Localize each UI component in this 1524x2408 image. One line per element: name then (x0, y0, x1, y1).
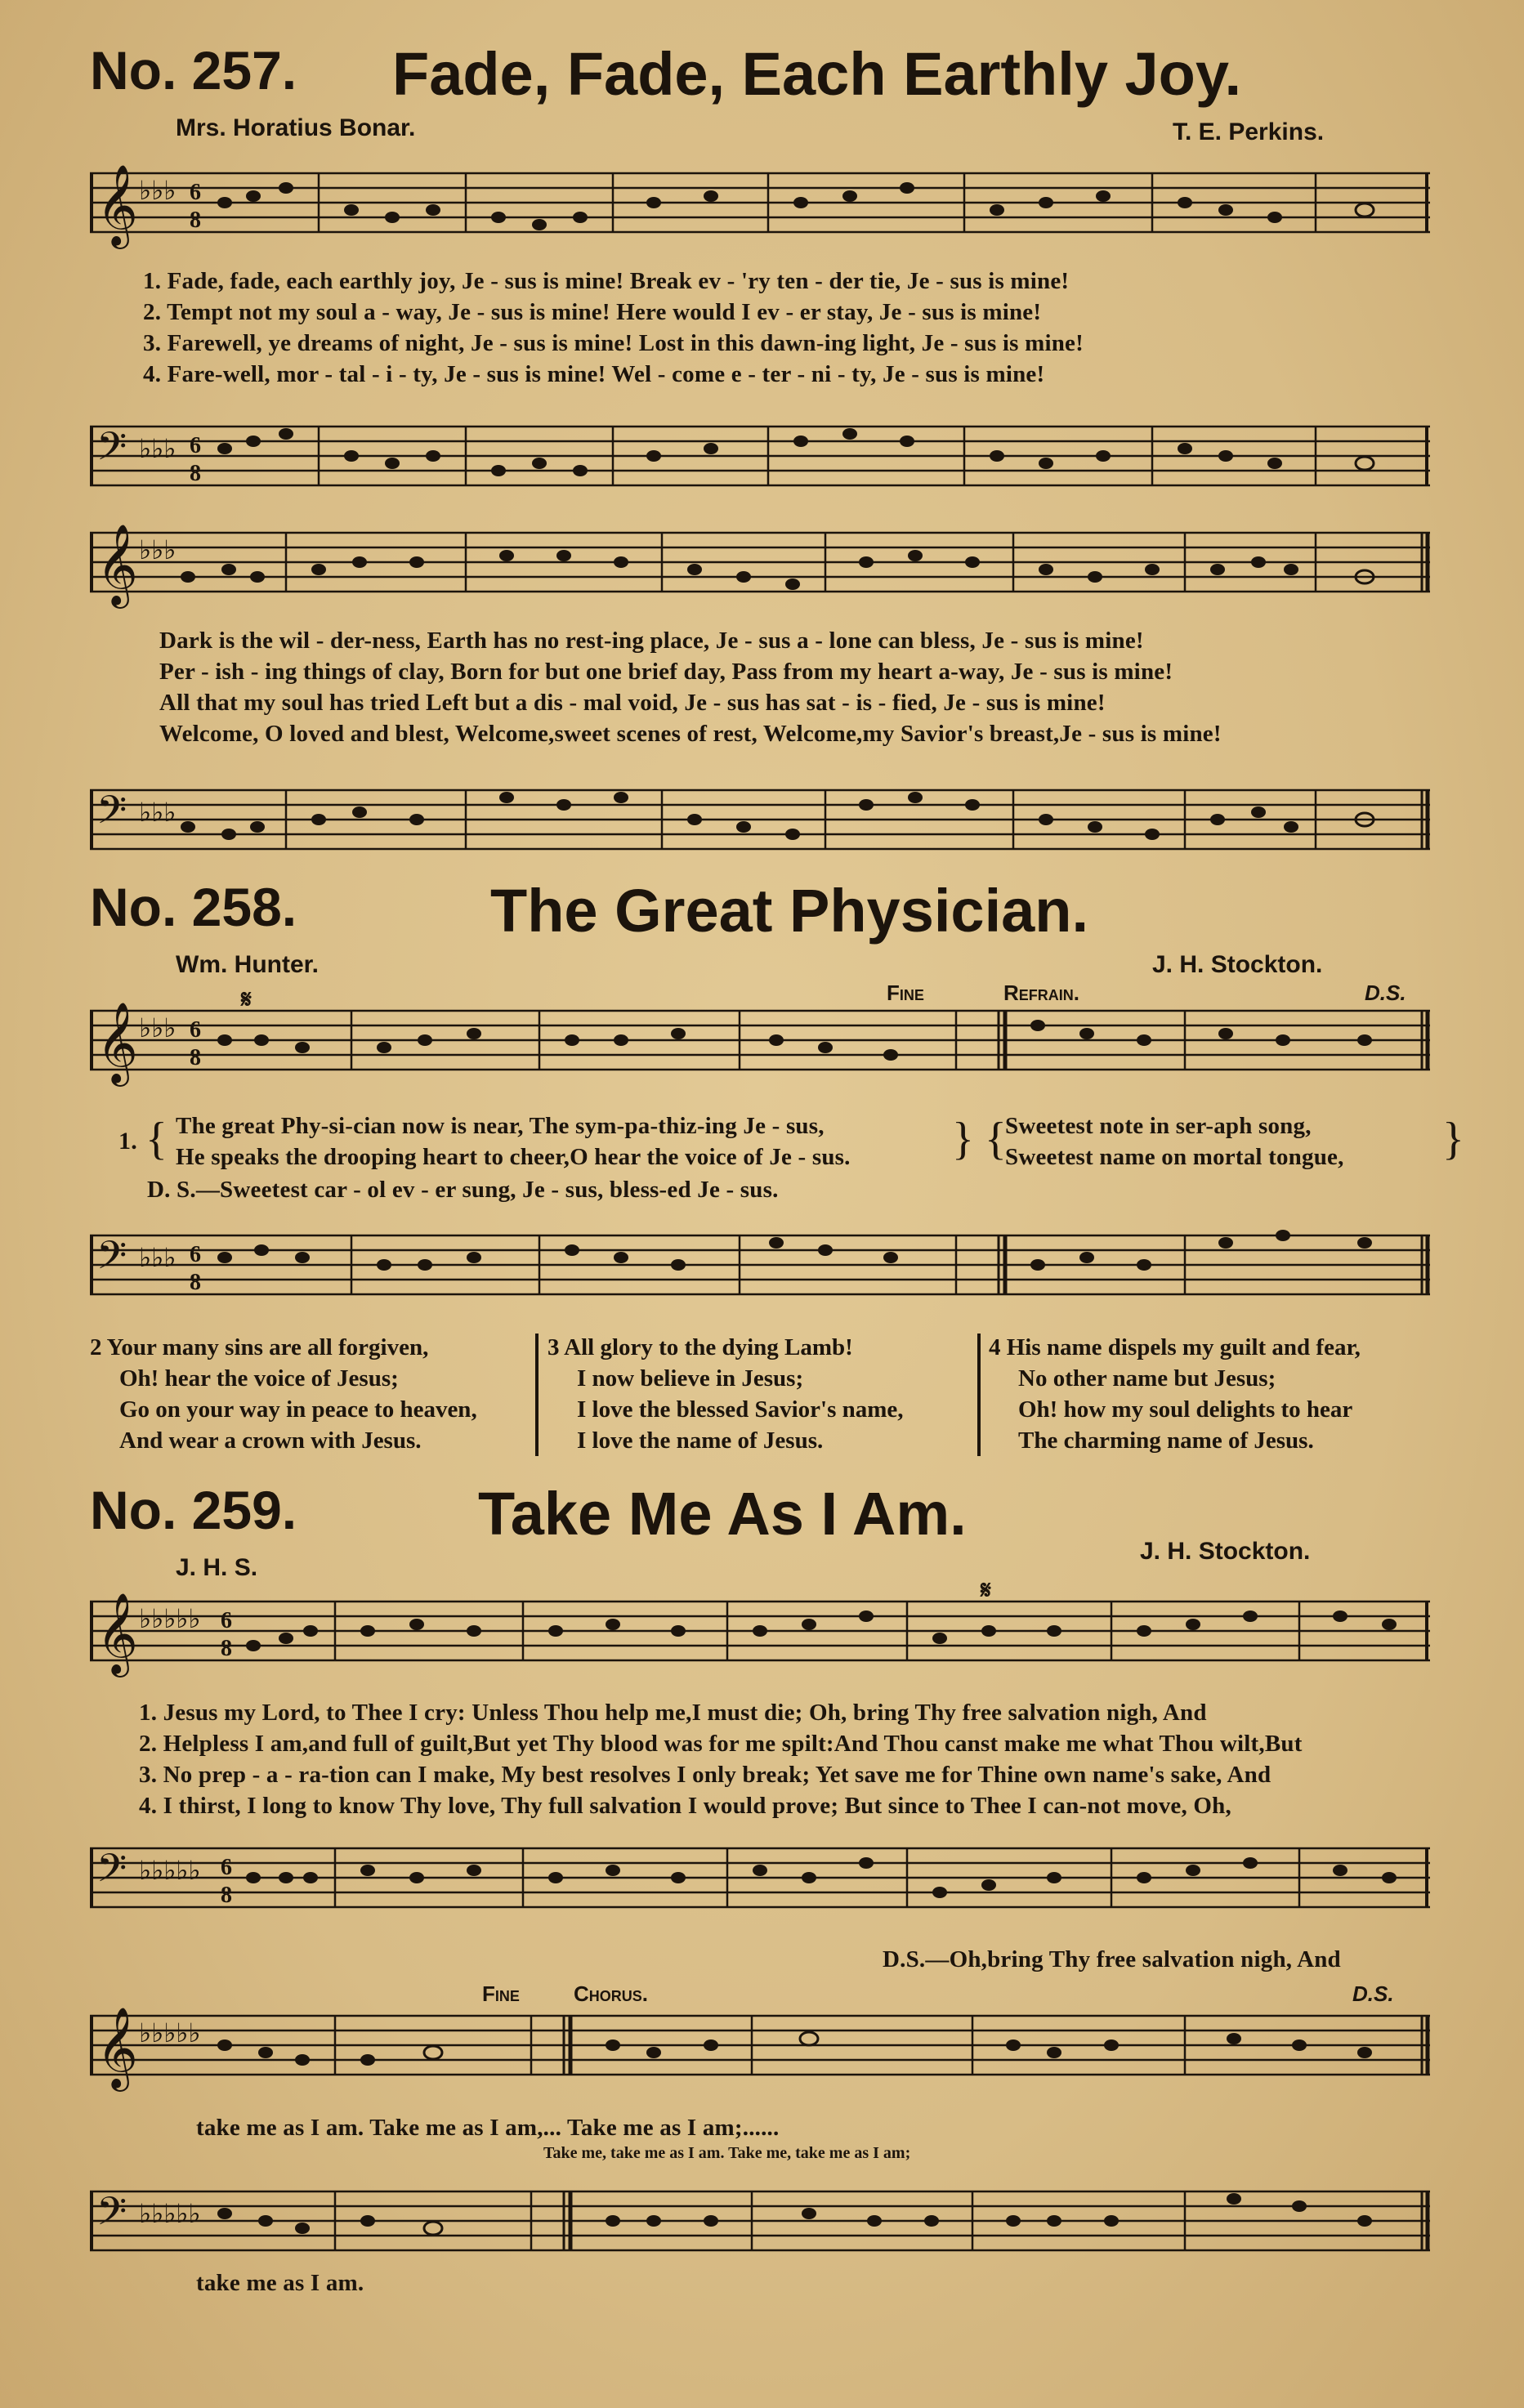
fine-marker: Fine (482, 1981, 520, 2006)
refrain-line: Sweetest note in ser-aph song, (1005, 1113, 1312, 1139)
hymn-257-verse-line: 4. Fare-well, mor - tal - i - ty, Je - sus is mine! Wel - come e - ter - ni - ty, Je - sus is mine! (143, 361, 1045, 387)
svg-text:♭♭♭: ♭♭♭ (139, 797, 177, 827)
hymn-259-bass-staff-2 (90, 2173, 1430, 2263)
hymn-257-verse-line: 2. Tempt not my soul a - way, Je - sus is mine! Here would I ev - er stay, Je - sus is mine! (143, 299, 1042, 325)
verse-line: 4 His name dispels my guilt and fear, (989, 1334, 1361, 1360)
svg-text:6: 6 (190, 180, 201, 205)
verse-line: I now believe in Jesus; (577, 1365, 804, 1392)
hymn-258-ds-line: D. S.—Sweetest car - ol ev - er sung, Je - sus, bless-ed Je - sus. (147, 1177, 779, 1203)
hymn-258-header (90, 876, 1446, 949)
svg-text:𝄢: 𝄢 (96, 1847, 127, 1900)
hymn-257-bass-staff-1 (90, 409, 1430, 498)
svg-text:6: 6 (221, 1608, 232, 1633)
hymn-259-ds-line: D.S.—Oh,bring Thy free salvation nigh, And (883, 1946, 1341, 1972)
hymn-257-verse-line: 1. Fade, fade, each earthly joy, Je - sus is mine! Break ev - 'ry ten - der tie, Je - sus is mine! (143, 268, 1070, 294)
svg-text:8: 8 (190, 1270, 201, 1295)
svg-text:𝄢: 𝄢 (96, 1234, 127, 1287)
verse-line: I love the name of Jesus. (577, 1427, 824, 1454)
ds-marker: D.S. (1365, 981, 1406, 1005)
hymn-259-treble-staff-2 (90, 2006, 1430, 2096)
verse-1-number: 1. (118, 1128, 137, 1155)
hymn-258-verse-3 (547, 1332, 904, 1456)
svg-text:♭♭♭: ♭♭♭ (139, 1243, 177, 1272)
hymn-title: Fade, Fade, Each Earthly Joy. (392, 40, 1242, 108)
hymn-257-bass-staff-2 (90, 772, 1430, 862)
verse-line: Oh! how my soul delights to hear (1018, 1396, 1353, 1423)
svg-text:8: 8 (190, 208, 201, 233)
svg-text:♭♭♭♭♭: ♭♭♭♭♭ (139, 2199, 201, 2228)
hymn-title: Take Me As I Am. (478, 1480, 967, 1548)
brace-mid: } (952, 1114, 975, 1164)
chorus-upper-lyric: take me as I am. Take me as I am,... Take me as I am;...... (196, 2115, 780, 2141)
ds-marker: D.S. (1352, 1981, 1394, 2006)
verse-divider (977, 1334, 981, 1456)
svg-text:𝄞: 𝄞 (96, 1003, 138, 1082)
svg-text:𝄞: 𝄞 (96, 2008, 138, 2087)
svg-text:8: 8 (221, 1883, 232, 1908)
hymn-number: No. 259. (90, 1480, 297, 1540)
chorus-small-lyric: Take me, take me as I am. Take me, take me as I am; (543, 2144, 911, 2162)
svg-text:♭♭♭♭♭: ♭♭♭♭♭ (139, 1604, 201, 1633)
verse-line: And wear a crown with Jesus. (119, 1427, 422, 1454)
chorus-lower-lyric: take me as I am. (196, 2270, 364, 2296)
svg-text:♭♭♭: ♭♭♭ (139, 1013, 177, 1043)
svg-text:♭♭♭: ♭♭♭ (139, 434, 177, 463)
svg-text:𝄞: 𝄞 (96, 525, 138, 604)
hymn-number: No. 258. (90, 877, 297, 937)
svg-text:𝄋: 𝄋 (981, 1577, 991, 1604)
refrain-marker: Refrain. (1003, 981, 1079, 1005)
hymn-title: The Great Physician. (490, 877, 1089, 945)
verse-line: 3 All glory to the dying Lamb! (547, 1334, 853, 1360)
svg-text:♭♭♭♭♭: ♭♭♭♭♭ (139, 2018, 201, 2048)
hymn-257-verse-line: 3. Farewell, ye dreams of night, Je - sus is mine! Lost in this dawn-ing light, Je - sus is mine! (143, 330, 1084, 356)
verse-line: 2 Your many sins are all forgiven, (90, 1334, 429, 1360)
hymn-259-words-by: J. H. S. (176, 1554, 258, 1581)
fine-marker: Fine (887, 981, 924, 1005)
verse-line: I love the blessed Savior's name, (577, 1396, 904, 1423)
hymn-258-bass-staff (90, 1217, 1430, 1307)
svg-text:𝄢: 𝄢 (96, 2190, 127, 2243)
svg-text:𝄋: 𝄋 (241, 986, 252, 1013)
brace-left: { (145, 1114, 168, 1164)
hymn-258-words-by: Wm. Hunter. (176, 951, 320, 978)
svg-text:𝄞: 𝄞 (96, 166, 138, 244)
brace-right: } (1442, 1114, 1465, 1164)
hymn-257-verse-line: Welcome, O loved and blest, Welcome,sweet scenes of rest, Welcome,my Savior's breast,Je - sus is mine! (159, 721, 1222, 747)
hymn-258-verse-line: He speaks the drooping heart to cheer,O hear the voice of Je - sus. (176, 1144, 851, 1170)
hymn-258-verse-2 (90, 1332, 477, 1456)
svg-text:♭♭♭: ♭♭♭ (139, 535, 177, 565)
hymn-259-bass-staff-1 (90, 1830, 1430, 1920)
verse-line: Oh! hear the voice of Jesus; (119, 1365, 399, 1392)
svg-text:𝄢: 𝄢 (96, 425, 127, 478)
svg-text:6: 6 (190, 1017, 201, 1043)
svg-text:8: 8 (190, 1045, 201, 1070)
hymn-257-verse-line: Dark is the wil - der-ness, Earth has no rest-ing place, Je - sus a - lone can bless, Je - sus is mine! (159, 628, 1144, 654)
verse-line: Go on your way in peace to heaven, (119, 1396, 477, 1423)
svg-text:6: 6 (190, 433, 201, 458)
hymn-258-music-by: J. H. Stockton. (1152, 951, 1323, 978)
svg-text:6: 6 (190, 1242, 201, 1267)
verse-line: The charming name of Jesus. (1018, 1427, 1314, 1454)
hymn-257-music-by: T. E. Perkins. (1173, 118, 1325, 145)
hymn-257-words-by: Mrs. Horatius Bonar. (176, 114, 416, 141)
hymn-number: No. 257. (90, 40, 297, 101)
hymn-258-verse-line: The great Phy-si-cian now is near, The sym-pa-thiz-ing Je - sus, (176, 1113, 825, 1139)
svg-text:𝄞: 𝄞 (96, 1594, 138, 1673)
hymn-257-treble-staff-2 (90, 523, 1430, 613)
hymn-257-verse-line: All that my soul has tried Left but a dis - mal void, Je - sus has sat - is - fied, Je - sus is mine! (159, 690, 1106, 716)
hymn-259-verse-line: 1. Jesus my Lord, to Thee I cry: Unless Thou help me,I must die; Oh, bring Thy free salvation nigh, And (139, 1700, 1207, 1726)
svg-text:𝄢: 𝄢 (96, 789, 127, 842)
svg-text:♭♭♭: ♭♭♭ (139, 176, 177, 205)
hymn-259-verse-line: 4. I thirst, I long to know Thy love, Thy full salvation I would prove; But since to Thee I can-not move, Oh, (139, 1793, 1231, 1819)
svg-text:6: 6 (221, 1855, 232, 1880)
chorus-marker: Chorus. (574, 1981, 649, 2006)
hymn-258-verse-4 (989, 1332, 1361, 1456)
hymn-259-music-by: J. H. Stockton. (1140, 1538, 1311, 1565)
hymn-257-header (90, 39, 1446, 113)
brace-mid-2: { (985, 1114, 1008, 1164)
refrain-line: Sweetest name on mortal tongue, (1005, 1144, 1344, 1170)
hymn-259-treble-staff-1 (90, 1577, 1430, 1682)
hymn-259-verse-line: 2. Helpless I am,and full of guilt,But yet Thy blood was for me spilt:And Thou canst make me what Thou wilt,But (139, 1731, 1303, 1757)
verse-line: No other name but Jesus; (1018, 1365, 1276, 1392)
verse-divider (535, 1334, 539, 1456)
hymn-259-verse-line: 3. No prep - a - ra-tion can I make, My best resolves I only break; Yet save me for Thine own name's sake, And (139, 1762, 1271, 1788)
svg-text:8: 8 (190, 461, 201, 486)
hymn-257-verse-line: Per - ish - ing things of clay, Born for but one brief day, Pass from my heart a-way, Je - sus is mine! (159, 659, 1173, 685)
svg-text:8: 8 (221, 1636, 232, 1661)
svg-text:♭♭♭♭♭: ♭♭♭♭♭ (139, 1856, 201, 1885)
hymn-257-treble-staff-1 (90, 163, 1430, 253)
